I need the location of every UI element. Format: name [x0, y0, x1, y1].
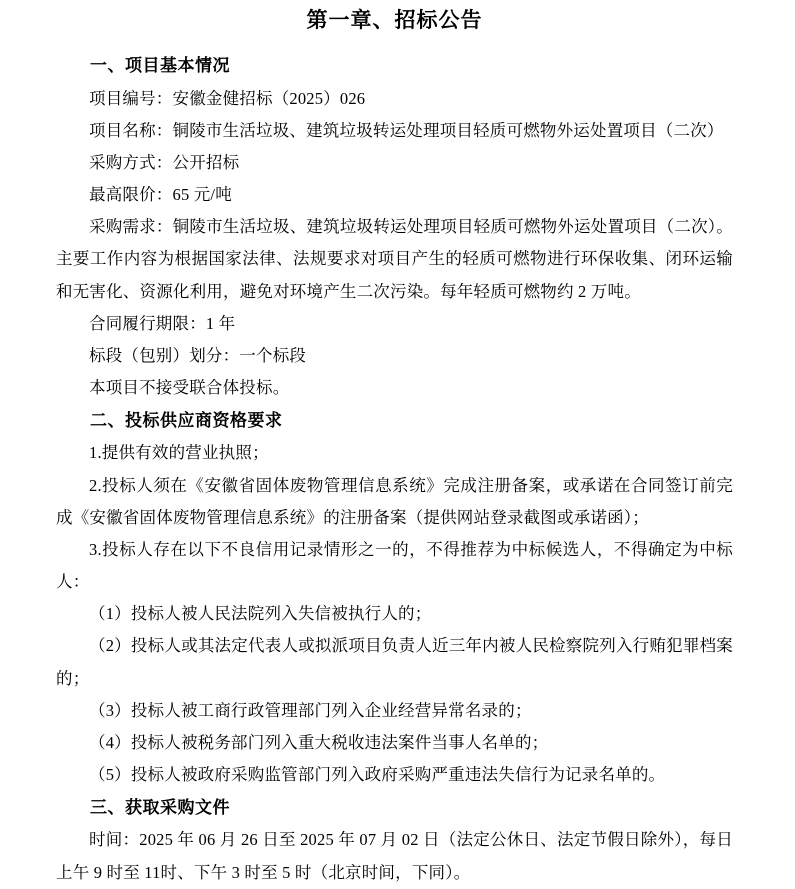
paragraph-credit-item-1: （1）投标人被人民法院列入失信被执行人的；: [89, 604, 432, 624]
section-heading-obtain-documents: 三、获取采购文件: [90, 798, 230, 818]
paragraph-project-name: 项目名称：铜陵市生活垃圾、建筑垃圾转运处理项目轻质可燃物外运处置项目（二次）: [89, 120, 724, 140]
section-heading-supplier-qualification: 二、投标供应商资格要求: [90, 411, 283, 431]
document-page: [0, 6, 795, 882]
paragraph-qualification-1: 1.提供有效的营业执照；: [89, 443, 269, 463]
paragraph-qualification-3: 3.投标人存在以下不良信用记录情形之一的，不得推荐为中标候选人，不得确定为中标人：: [56, 539, 733, 592]
paragraph-project-number: 项目编号：安徽金健招标（2025）026: [89, 88, 366, 108]
paragraph-procurement-demand: 采购需求：铜陵市生活垃圾、建筑垃圾转运处理项目轻质可燃物外运处置项目（二次）。主要工作内容为根据国家法律、法规要求对项目产生的轻质可燃物进行环保收集、闭环运输和无害化、资源化利用，避免对环境产生二次污染。每年轻质可燃物约 2 万吨。: [56, 217, 733, 301]
paragraph-credit-item-5: （5）投标人被政府采购监管部门列入政府采购严重违法失信行为记录名单的。: [89, 765, 666, 785]
paragraph-contract-period: 合同履行期限：1 年: [89, 313, 236, 333]
section-heading-project-overview: 一、项目基本情况: [90, 56, 230, 76]
page-title: 第一章、招标公告: [306, 8, 483, 32]
paragraph-credit-item-4: （4）投标人被税务部门列入重大税收违法案件当事人名单的；: [89, 732, 549, 752]
paragraph-price-cap: 最高限价：65 元/吨: [89, 185, 232, 205]
paragraph-credit-item-2: （2）投标人或其法定代表人或拟派项目负责人近三年内被人民检察院列入行贿犯罪档案的；: [56, 636, 733, 688]
paragraph-credit-item-3: （3）投标人被工商行政管理部门列入企业经营异常名录的；: [89, 700, 532, 720]
paragraph-no-consortium: 本项目不接受联合体投标。: [89, 378, 290, 398]
paragraph-procurement-method: 采购方式：公开招标: [89, 152, 240, 172]
paragraph-qualification-2: 2.投标人须在《安徽省固体废物管理信息系统》完成注册备案，或承诺在合同签订前完成《安徽省固体废物管理信息系统》的注册备案（提供网站登录截图或承诺函）；: [56, 475, 733, 527]
paragraph-lot-division: 标段（包别）划分：一个标段: [89, 345, 307, 365]
paragraph-obtain-time: 时间：2025 年 06 月 26 日至 2025 年 07 月 02 日（法定公休日、法定节假日除外），每日上午 9 时至 11时、下午 3 时至 5 时（北京时间，下同）。: [56, 830, 733, 882]
